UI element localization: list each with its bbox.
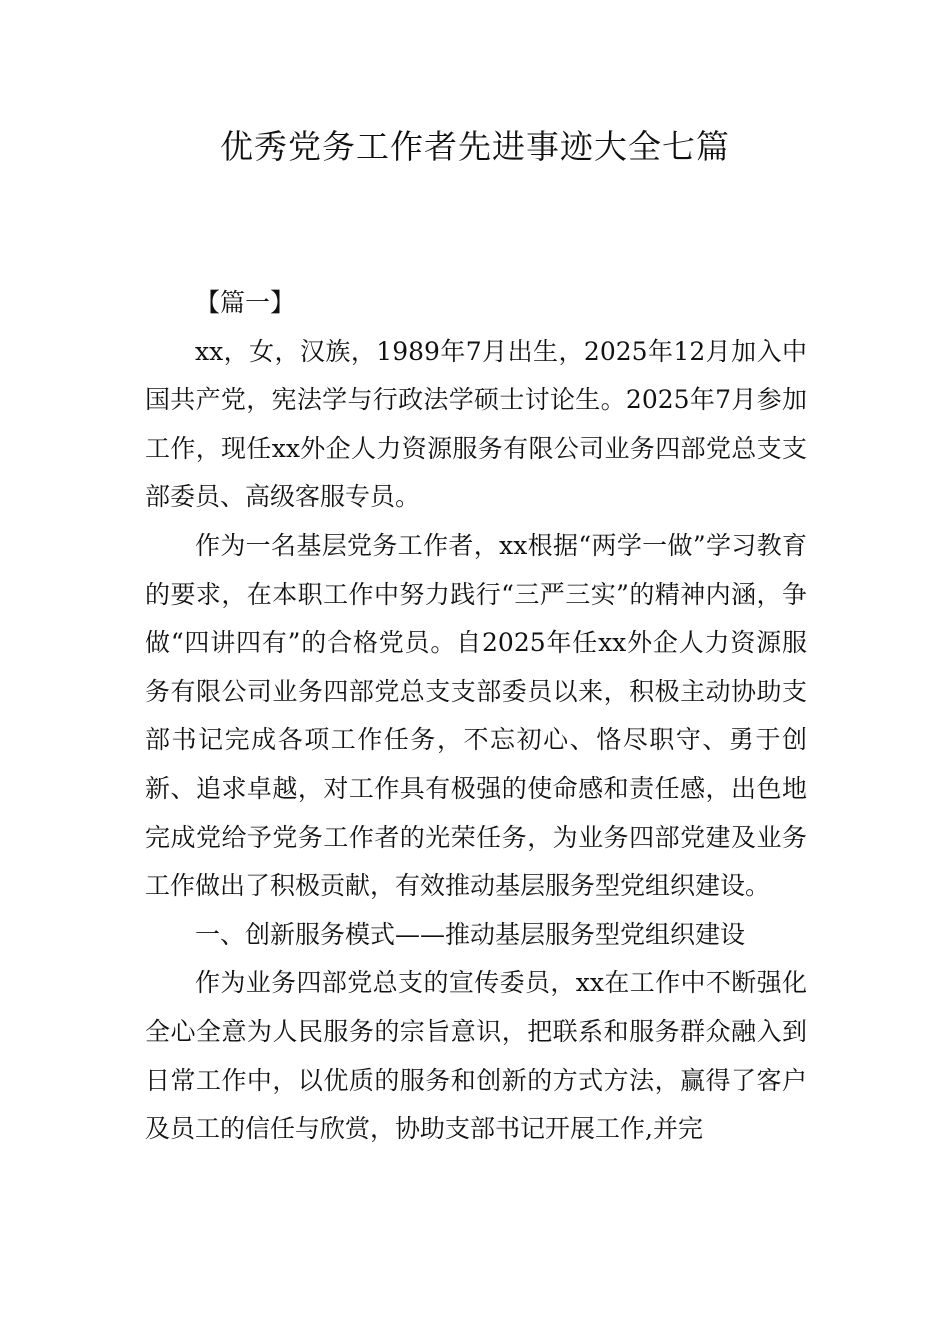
document-body — [145, 279, 807, 1154]
section-marker: 【篇一】 — [195, 288, 296, 317]
paragraph-service: 作为业务四部党总支的宣传委员，xx在工作中不断强化全心全意为人民服务的宗旨意识，把联系和服务群众融入到日常工作中，以优质的服务和创新的方式方法，赢得了客户及员工的信任与欣赏，协助支部书记开展工作,并完 — [145, 968, 807, 1144]
section-subheading: 一、创新服务模式——推动基层服务型党组织建设 — [195, 919, 746, 949]
paragraph-intro: xx，女，汉族，1989年7月出生，2025年12月加入中国共产党，宪法学与行政法学硕士讨论生。2025年7月参加工作，现任xx外企人力资源服务有限公司业务四部党总支支部委员、高级客服专员。 — [145, 336, 807, 512]
paragraph-role: 作为一名基层党务工作者，xx根据“两学一做”学习教育的要求，在本职工作中努力践行“三严三实”的精神内涵，争做“四讲四有”的合格党员。自2025年任xx外企人力资源服务有限公司业务四部党总支支部委员以来，积极主动协助支部书记完成各项工作任务，不忘初心、恪尽职守、勇于创新、追求卓越，对工作具有极强的使命感和责任感，出色地完成党给予党务工作者的光荣任务，为业务四部党建及业务工作做出了积极贡献，有效推动基层服务型党组织建设。 — [145, 530, 807, 901]
document-title: 优秀党务工作者先进事迹大全七篇 — [220, 127, 730, 166]
